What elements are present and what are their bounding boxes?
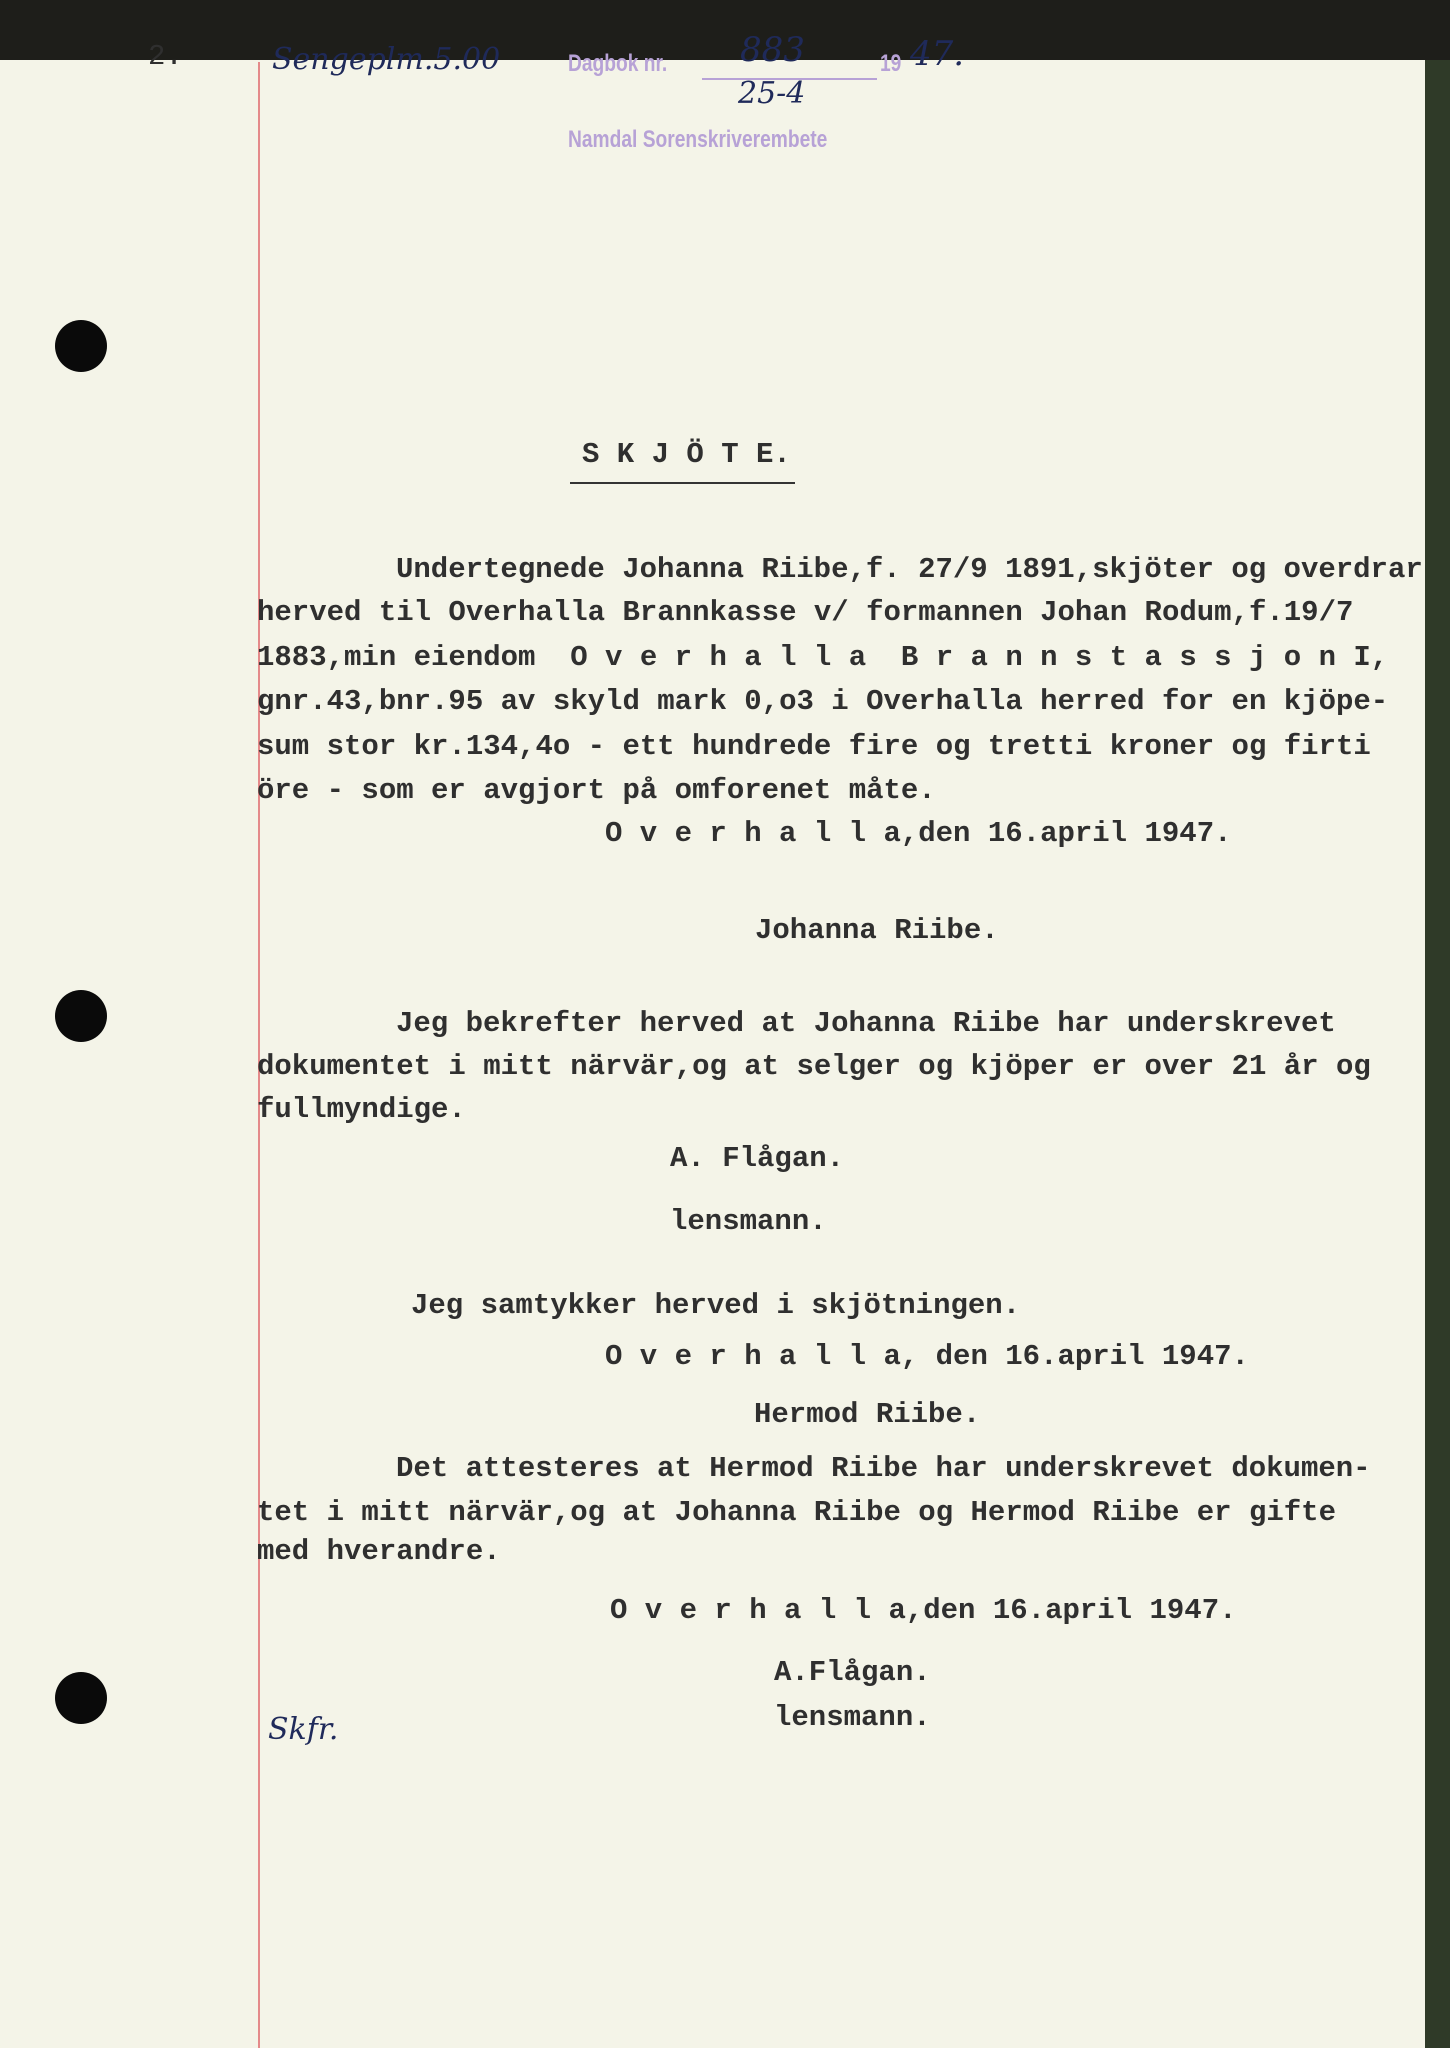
body-line: herved til Overhalla Brannkasse v/ formannen Johan Rodum,f.19/7 <box>257 596 1354 629</box>
body-line: öre - som er avgjort på omforenet måte. <box>257 774 936 807</box>
signature: Johanna Riibe. <box>755 914 999 947</box>
witness-name: A.Flågan. <box>774 1656 931 1689</box>
body-line: gnr.43,bnr.95 av skyld mark 0,o3 i Overhalla herred for en kjöpe- <box>257 685 1389 718</box>
handwritten-initials: Skfr. <box>268 1712 339 1747</box>
document-title: S K J Ö T E. <box>582 438 791 471</box>
scan-border-top <box>0 0 1450 62</box>
witness-line: Jeg bekrefter herved at Johanna Riibe har underskrevet <box>396 1007 1336 1040</box>
punch-hole <box>55 320 107 372</box>
stamp-label: Dagbok nr. <box>568 50 668 77</box>
witness-name: A. Flågan. <box>670 1142 845 1175</box>
attest-line: tet i mitt närvär,og at Johanna Riibe og Hermod Riibe er gifte <box>257 1496 1336 1529</box>
stamp-year-prefix: 19 <box>880 50 902 77</box>
signature: Hermod Riibe. <box>754 1398 981 1431</box>
body-line: 1883,min eiendom O v e r h a l l a B r a n n s t a s s j o n I, <box>257 641 1389 674</box>
attest-line: med hverandre. <box>257 1535 501 1568</box>
stamp-date: 25-4 <box>738 76 806 111</box>
handwritten-fee: Sengeplm.5.00 <box>272 42 501 77</box>
place-date: O v e r h a l l a,den 16.april 1947. <box>605 817 1232 850</box>
place-date: O v e r h a l l a,den 16.april 1947. <box>610 1594 1237 1627</box>
witness-title: lensmann. <box>774 1701 931 1734</box>
attest-line: Det attesteres at Hermod Riibe har underskrevet dokumen- <box>396 1452 1371 1485</box>
stamp-office: Namdal Sorenskriverembete <box>568 126 828 153</box>
punch-hole <box>55 990 107 1042</box>
body-line: sum stor kr.134,4o - ett hundrede fire og tretti kroner og firti <box>257 730 1371 763</box>
scan-border-right <box>1425 60 1450 2048</box>
title-underline <box>570 482 795 484</box>
punch-hole <box>55 1672 107 1724</box>
body-line: Undertegnede Johanna Riibe,f. 27/9 1891,skjöter og overdrar <box>396 553 1423 586</box>
stamp-number: 883 <box>740 30 805 70</box>
consent-line: Jeg samtykker herved i skjötningen. <box>411 1289 1021 1322</box>
witness-title: lensmann. <box>670 1205 827 1238</box>
witness-line: dokumentet i mitt närvär,og at selger og kjöper er over 21 år og <box>257 1050 1371 1083</box>
page-number: 2. <box>148 40 183 73</box>
witness-line: fullmyndige. <box>257 1093 466 1126</box>
stamp-year: 47. <box>910 34 965 74</box>
place-date: O v e r h a l l a, den 16.april 1947. <box>605 1340 1249 1373</box>
